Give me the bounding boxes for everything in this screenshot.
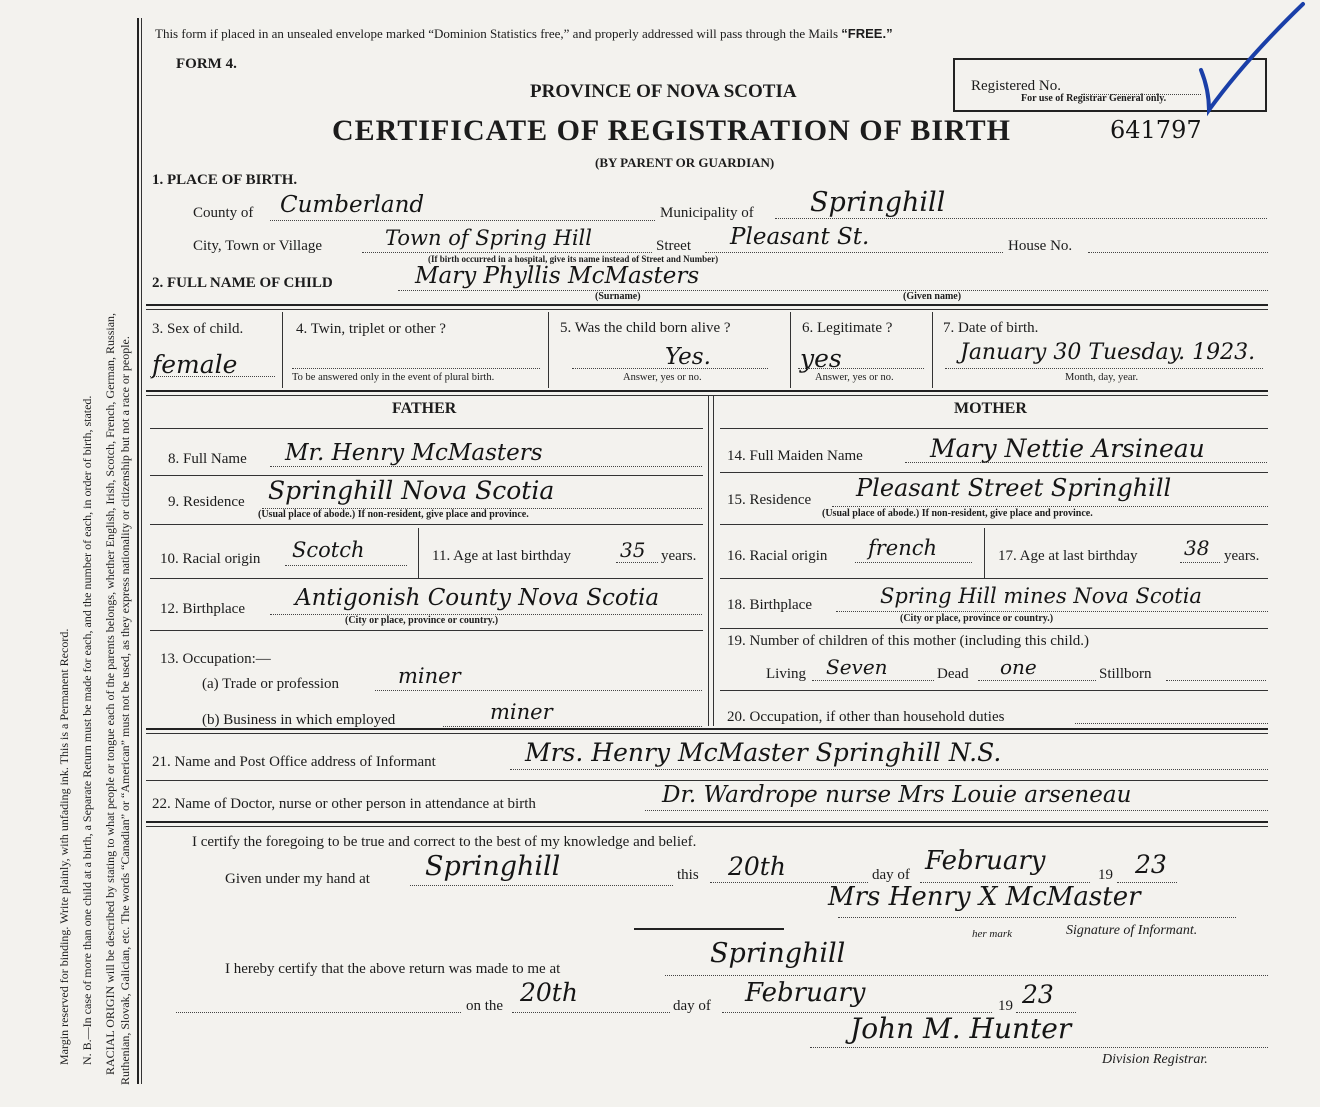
alive-value: Yes. xyxy=(665,344,711,370)
informant-signature-label: Signature of Informant. xyxy=(1066,923,1198,938)
mother-rule-4 xyxy=(720,628,1268,629)
form-number: FORM 4. xyxy=(176,56,237,72)
father-age-value: 35 xyxy=(620,538,646,562)
mother-name-label: 14. Full Maiden Name xyxy=(727,448,863,464)
city-label: City, Town or Village xyxy=(193,238,323,254)
house-label: House No. xyxy=(1008,238,1073,254)
street-value: Pleasant St. xyxy=(730,224,870,250)
dob-note: Month, day, year. xyxy=(1065,372,1139,383)
sex-label: 3. Sex of child. xyxy=(152,321,244,337)
mother-occupation-line xyxy=(1075,723,1268,724)
mother-rule-3 xyxy=(720,578,1268,579)
county-value: Cumberland xyxy=(280,192,425,218)
child-name-value: Mary Phyllis McMasters xyxy=(415,263,700,289)
stillborn-line xyxy=(1166,680,1266,681)
father-business-value: miner xyxy=(490,700,553,724)
registrar-day-line xyxy=(512,1012,670,1013)
father-age-label: 11. Age at last birthday xyxy=(432,548,571,564)
father-trade-label: (a) Trade or profession xyxy=(202,676,340,692)
legitimate-label: 6. Legitimate ? xyxy=(802,320,893,336)
divider-2b xyxy=(146,395,1268,396)
place-heading: 1. PLACE OF BIRTH. xyxy=(152,172,298,188)
mail-notice: This form if placed in an unsealed envelope marked “Dominion Statistics free,” and properly addressed will pass through the Mails “FREE.” xyxy=(155,26,893,41)
father-business-label: (b) Business in which employed xyxy=(202,712,396,728)
certificate-number: 641797 xyxy=(1110,116,1202,144)
side-note-racial-2: Ruthenian, Slovak, Galician, etc. The words “Canadian” or “American” must not be used, as they express nationality or citizenship but not a race or people. xyxy=(118,336,132,1085)
dead-line xyxy=(978,680,1096,681)
registrar-place-line xyxy=(665,975,1268,976)
informant-label: 21. Name and Post Office address of Informant xyxy=(152,754,436,770)
side-note-racial-1: RACIAL ORIGIN will be described by stating to what people or tongue each of the parents belongs, whether English, Irish, Scotch, French, German, Russian, xyxy=(103,312,117,1075)
mother-age-line xyxy=(1180,562,1220,563)
sex-line xyxy=(150,376,275,377)
mother-rule-1 xyxy=(720,472,1268,473)
registrar-year-prefix: 19 xyxy=(998,998,1013,1014)
registrar-on-label: on the xyxy=(466,998,504,1014)
father-residence-label: 9. Residence xyxy=(168,494,245,510)
alive-line xyxy=(572,368,768,369)
municipality-label: Municipality of xyxy=(660,205,754,221)
registrar-text: I hereby certify that the above return was made to me at xyxy=(225,961,561,977)
father-trade-line xyxy=(375,690,702,691)
divider-4b xyxy=(146,826,1268,827)
city-value: Town of Spring Hill xyxy=(385,226,592,250)
mother-heading: MOTHER xyxy=(954,400,1027,417)
street-label: Street xyxy=(656,238,691,254)
divider-2 xyxy=(146,390,1268,392)
informant-signature-line xyxy=(838,917,1236,918)
given-this-label: this xyxy=(677,867,699,883)
row3-sep-1 xyxy=(282,312,283,388)
father-heading: FATHER xyxy=(392,400,457,417)
mother-rule-2 xyxy=(720,524,1268,525)
father-birthplace-note: (City or place, province or country.) xyxy=(345,615,499,626)
divider-3 xyxy=(146,728,1268,730)
stillborn-label: Stillborn xyxy=(1099,666,1152,682)
mother-years-label: years. xyxy=(1224,548,1260,564)
mother-birthplace-line xyxy=(836,611,1268,612)
registrar-place-value: Springhill xyxy=(710,938,846,969)
child-name-line xyxy=(398,290,1268,291)
father-birthplace-value: Antigonish County Nova Scotia xyxy=(295,585,660,611)
mother-residence-line xyxy=(832,506,1268,507)
father-name-value: Mr. Henry McMasters xyxy=(285,440,543,466)
registrar-day-value: 20th xyxy=(520,978,578,1007)
informant-value: Mrs. Henry McMaster Springhill N.S. xyxy=(525,738,1002,767)
given-place-value: Springhill xyxy=(425,851,561,882)
father-occupation-label: 13. Occupation:— xyxy=(160,651,271,667)
side-note-nb: N. B.—In case of more than one child at a birth, a Separate Return must be made for each, and the number of each, in order of birth, stated. xyxy=(80,395,94,1065)
mother-name-value: Mary Nettie Arsineau xyxy=(930,434,1205,463)
province-heading: PROVINCE OF NOVA SCOTIA xyxy=(530,81,797,102)
mother-race-value: french xyxy=(868,536,938,560)
street-line xyxy=(705,252,1003,253)
mother-residence-note: (Usual place of abode.) If non-resident, give place and province. xyxy=(822,508,1093,519)
mother-race-line xyxy=(855,562,972,563)
certify-text: I certify the foregoing to be true and correct to the best of my knowledge and belief. xyxy=(192,834,697,850)
dead-value: one xyxy=(1000,655,1037,679)
given-day-of-label: day of xyxy=(872,867,910,883)
hospital-note: (If birth occurred in a hospital, give its name instead of Street and Number) xyxy=(428,254,719,264)
center-rule xyxy=(634,928,784,930)
registrar-year-value: 23 xyxy=(1022,980,1054,1009)
father-rule-4 xyxy=(150,630,703,631)
given-place-line xyxy=(410,885,673,886)
twin-note: To be answered only in the event of plural birth. xyxy=(292,372,495,383)
mother-birthplace-value: Spring Hill mines Nova Scotia xyxy=(880,584,1202,608)
mother-birthplace-note: (City or place, province or country.) xyxy=(900,613,1054,624)
divider-1 xyxy=(146,304,1268,306)
father-name-line xyxy=(270,466,702,467)
twin-line xyxy=(292,368,540,369)
child-name-label: 2. FULL NAME OF CHILD xyxy=(152,275,333,291)
informant-signature: Mrs Henry X McMaster xyxy=(828,882,1141,912)
father-race-value: Scotch xyxy=(292,538,365,562)
row3-sep-3 xyxy=(790,312,791,388)
margin-rule-2 xyxy=(141,18,142,1084)
mother-rule-5 xyxy=(720,690,1268,691)
dob-line xyxy=(945,368,1263,369)
father-years-label: years. xyxy=(661,548,697,564)
registrar-signature-line xyxy=(810,1047,1268,1048)
legitimate-note: Answer, yes or no. xyxy=(815,372,894,383)
father-trade-value: miner xyxy=(398,664,461,688)
father-rule-3 xyxy=(150,578,703,579)
mother-occupation-label: 20. Occupation, if other than household duties xyxy=(727,709,1005,725)
twin-label: 4. Twin, triplet or other ? xyxy=(296,321,446,337)
city-line xyxy=(362,252,652,253)
father-rule-2 xyxy=(150,524,703,525)
divider-1b xyxy=(146,309,1268,310)
mother-race-label: 16. Racial origin xyxy=(727,548,828,564)
margin-rule xyxy=(137,18,139,1084)
divider-3b xyxy=(146,733,1268,734)
mother-race-sep xyxy=(984,528,985,578)
father-residence-note: (Usual place of abode.) If non-resident, give place and province. xyxy=(258,509,529,520)
mother-heading-rule xyxy=(720,428,1268,429)
municipality-line xyxy=(775,218,1267,219)
sex-value: female xyxy=(152,350,238,379)
mother-age-value: 38 xyxy=(1184,536,1210,560)
column-sep-1 xyxy=(708,396,709,726)
given-year-prefix: 19 xyxy=(1098,867,1113,883)
legitimate-line xyxy=(798,368,924,369)
municipality-value: Springhill xyxy=(810,187,946,218)
registrar-signature: John M. Hunter xyxy=(850,1012,1072,1045)
doctor-line xyxy=(645,810,1268,811)
father-race-label: 10. Racial origin xyxy=(160,551,261,567)
dead-label: Dead xyxy=(937,666,969,682)
side-note-binding: Margin reserved for binding. Write plainly, with unfading ink. This is a Permanent Record. xyxy=(57,628,71,1065)
mother-birthplace-label: 18. Birthplace xyxy=(727,597,812,613)
living-value: Seven xyxy=(826,655,888,679)
divider-4 xyxy=(146,821,1268,823)
father-race-sep xyxy=(418,528,419,578)
alive-note: Answer, yes or no. xyxy=(623,372,702,383)
registrar-lead-line xyxy=(176,1012,461,1013)
county-label: County of xyxy=(193,205,254,221)
certificate-subtitle: (BY PARENT OR GUARDIAN) xyxy=(595,155,775,170)
father-birthplace-label: 12. Birthplace xyxy=(160,601,245,617)
given-name-note: (Given name) xyxy=(903,291,962,302)
father-name-label: 8. Full Name xyxy=(168,451,247,467)
dob-label: 7. Date of birth. xyxy=(943,320,1039,336)
certificate-title: CERTIFICATE OF REGISTRATION OF BIRTH xyxy=(332,114,1011,147)
father-age-line xyxy=(616,562,658,563)
row3-sep-4 xyxy=(932,312,933,388)
doctor-label: 22. Name of Doctor, nurse or other person in attendance at birth xyxy=(152,796,536,812)
county-line xyxy=(270,220,655,221)
surname-note: (Surname) xyxy=(595,291,641,302)
registrar-month-value: February xyxy=(745,978,866,1008)
mother-children-label: 19. Number of children of this mother (including this child.) xyxy=(727,633,1090,649)
dob-value: January 30 Tuesday. 1923. xyxy=(960,340,1256,365)
informant-line xyxy=(510,769,1268,770)
given-day-value: 20th xyxy=(728,852,786,881)
mother-residence-label: 15. Residence xyxy=(727,492,812,508)
given-label: Given under my hand at xyxy=(225,871,370,887)
living-line xyxy=(812,680,934,681)
legitimate-value: yes xyxy=(800,344,842,373)
registrar-day-of-label: day of xyxy=(673,998,711,1014)
father-race-line xyxy=(285,565,407,566)
row3-sep-2 xyxy=(548,312,549,388)
registered-label: Registered No. xyxy=(971,78,1061,94)
given-month-value: February xyxy=(925,846,1046,876)
column-sep-2 xyxy=(713,396,714,726)
father-residence-value: Springhill Nova Scotia xyxy=(268,476,555,505)
registrar-use-note: For use of Registrar General only. xyxy=(1021,93,1167,104)
registrar-signature-label: Division Registrar. xyxy=(1102,1052,1208,1067)
father-business-line xyxy=(443,726,702,727)
checkmark-icon xyxy=(1195,0,1315,120)
alive-label: 5. Was the child born alive ? xyxy=(560,320,731,336)
informant-mark: her mark xyxy=(972,928,1013,940)
informant-rule xyxy=(146,780,1268,781)
father-heading-rule xyxy=(150,428,703,429)
mother-age-label: 17. Age at last birthday xyxy=(998,548,1138,564)
mother-residence-value: Pleasant Street Springhill xyxy=(856,474,1172,502)
house-line xyxy=(1088,252,1268,253)
doctor-value: Dr. Wardrope nurse Mrs Louie arseneau xyxy=(662,782,1132,808)
given-year-value: 23 xyxy=(1135,850,1167,879)
living-label: Living xyxy=(766,666,806,682)
